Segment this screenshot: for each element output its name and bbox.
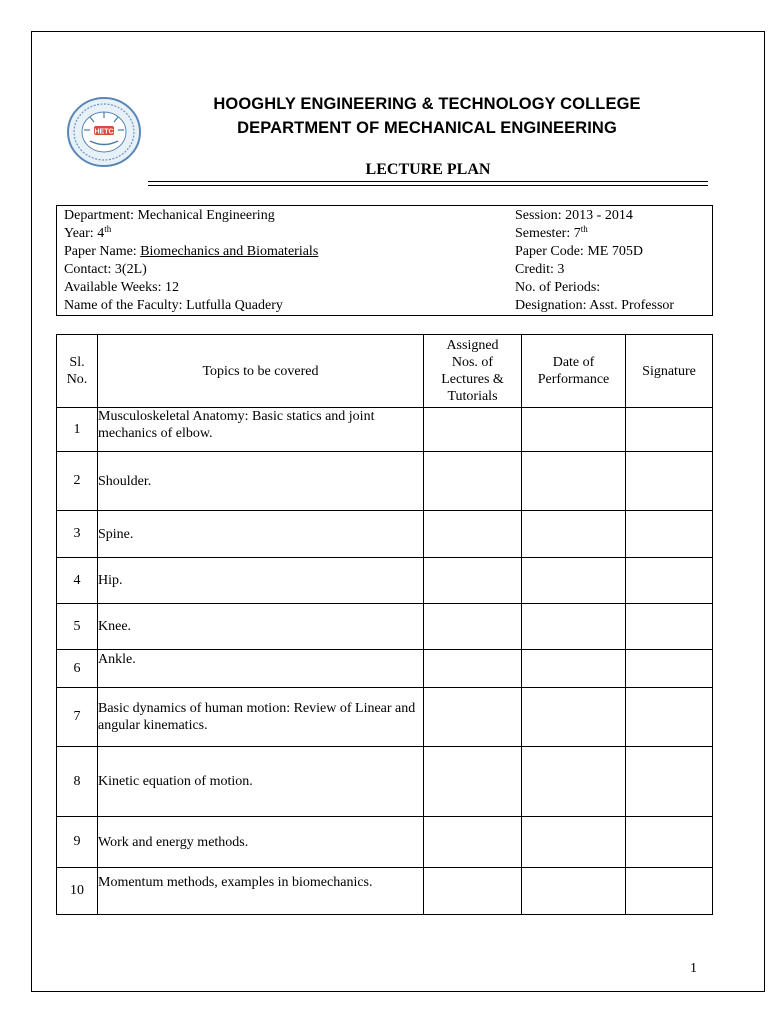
table-row bbox=[57, 408, 713, 452]
row-signature-cell bbox=[626, 558, 713, 604]
row-signature-cell bbox=[626, 452, 713, 511]
row-assigned-cell bbox=[424, 452, 522, 511]
row-signature-cell bbox=[626, 408, 713, 452]
row-date-cell bbox=[522, 868, 626, 915]
info-paper-name bbox=[64, 243, 318, 261]
table-row bbox=[57, 688, 713, 747]
row-topic: Knee. bbox=[98, 604, 424, 650]
row-sl: 10 bbox=[57, 868, 98, 915]
row-date-cell bbox=[522, 817, 626, 868]
info-faculty: Name of the Faculty: Lutfulla Quadery bbox=[64, 298, 283, 313]
row-topic: Kinetic equation of motion. bbox=[98, 747, 424, 817]
row-date-cell bbox=[522, 604, 626, 650]
row-date-cell bbox=[522, 558, 626, 604]
row-signature-cell bbox=[626, 511, 713, 558]
info-department: Department: Mechanical Engineering bbox=[64, 208, 275, 223]
header-topics: Topics to be covered bbox=[98, 335, 424, 408]
title-rule-top bbox=[148, 181, 708, 182]
table-row bbox=[57, 604, 713, 650]
info-year-suffix: th bbox=[104, 224, 112, 234]
row-signature-cell bbox=[626, 650, 713, 688]
info-paper-code: Paper Code: ME 705D bbox=[515, 244, 643, 259]
table-row bbox=[57, 558, 713, 604]
row-sl: 7 bbox=[57, 688, 98, 747]
row-topic: Work and energy methods. bbox=[98, 817, 424, 868]
row-assigned-cell bbox=[424, 688, 522, 747]
row-assigned-cell bbox=[424, 817, 522, 868]
row-assigned-cell bbox=[424, 408, 522, 452]
header-assigned-line2: Nos. of bbox=[451, 355, 494, 370]
row-topic: Spine. bbox=[98, 511, 424, 558]
header-date-line2: Performance bbox=[537, 372, 610, 387]
info-semester-suffix: th bbox=[580, 224, 588, 234]
info-periods: No. of Periods: bbox=[515, 280, 601, 295]
header-assigned-line3: Lectures & bbox=[441, 372, 504, 387]
row-date-cell bbox=[522, 688, 626, 747]
info-paper-name-label: Paper Name: bbox=[64, 244, 141, 259]
row-sl: 2 bbox=[57, 452, 98, 511]
table-row bbox=[57, 452, 713, 511]
page-number: 1 bbox=[690, 961, 697, 976]
row-date-cell bbox=[522, 511, 626, 558]
row-date-cell bbox=[522, 452, 626, 511]
header-assigned-line1: Assigned bbox=[446, 338, 499, 353]
header-sl-line1: Sl. bbox=[69, 355, 85, 370]
row-signature-cell bbox=[626, 688, 713, 747]
row-signature-cell bbox=[626, 747, 713, 817]
header-sl-line2: No. bbox=[66, 372, 88, 387]
info-credit: Credit: 3 bbox=[515, 262, 565, 277]
table-row bbox=[57, 817, 713, 868]
row-signature-cell bbox=[626, 868, 713, 915]
college-logo bbox=[66, 96, 142, 168]
header-assigned-line4: Tutorials bbox=[447, 389, 498, 404]
department-name: DEPARTMENT OF MECHANICAL ENGINEERING bbox=[237, 119, 617, 137]
table-row bbox=[57, 650, 713, 688]
info-contact: Contact: 3(2L) bbox=[64, 262, 147, 277]
row-topic: Musculoskeletal Anatomy: Basic statics and joint mechanics of elbow. bbox=[98, 408, 424, 452]
table-row bbox=[57, 868, 713, 915]
college-name: HOOGHLY ENGINEERING & TECHNOLOGY COLLEGE bbox=[213, 95, 641, 113]
header-sl-no bbox=[57, 335, 98, 408]
logo-text: HETC bbox=[94, 128, 114, 136]
header-date-line1: Date of bbox=[552, 355, 595, 370]
header-signature: Signature bbox=[626, 335, 713, 408]
row-sl: 6 bbox=[57, 650, 98, 688]
info-available-weeks: Available Weeks: 12 bbox=[64, 280, 179, 295]
info-semester bbox=[515, 225, 588, 243]
info-designation: Designation: Asst. Professor bbox=[515, 298, 675, 313]
row-signature-cell bbox=[626, 604, 713, 650]
row-date-cell bbox=[522, 747, 626, 817]
table-row bbox=[57, 511, 713, 558]
row-date-cell bbox=[522, 650, 626, 688]
row-assigned-cell bbox=[424, 650, 522, 688]
row-assigned-cell bbox=[424, 604, 522, 650]
row-topic: Hip. bbox=[98, 558, 424, 604]
info-year-value: Year: 4 bbox=[64, 226, 105, 241]
info-paper-name-value: Biomechanics and Biomaterials bbox=[140, 244, 319, 259]
course-info-box bbox=[56, 205, 713, 316]
row-signature-cell bbox=[626, 817, 713, 868]
row-sl: 9 bbox=[57, 817, 98, 868]
header-date bbox=[522, 335, 626, 408]
document-title: LECTURE PLAN bbox=[365, 161, 491, 178]
table-row bbox=[57, 747, 713, 817]
row-sl: 1 bbox=[57, 408, 98, 452]
row-date-cell bbox=[522, 408, 626, 452]
info-session: Session: 2013 - 2014 bbox=[515, 208, 633, 223]
lecture-plan-table bbox=[56, 334, 713, 915]
table-header-row bbox=[57, 335, 713, 408]
info-semester-value: Semester: 7 bbox=[515, 226, 581, 241]
info-year bbox=[64, 225, 111, 243]
row-topic: Shoulder. bbox=[98, 452, 424, 511]
row-sl: 8 bbox=[57, 747, 98, 817]
row-sl: 5 bbox=[57, 604, 98, 650]
row-topic: Momentum methods, examples in biomechanics. bbox=[98, 868, 424, 915]
row-topic: Ankle. bbox=[98, 650, 424, 688]
row-assigned-cell bbox=[424, 511, 522, 558]
row-assigned-cell bbox=[424, 558, 522, 604]
row-assigned-cell bbox=[424, 747, 522, 817]
row-assigned-cell bbox=[424, 868, 522, 915]
header-assigned bbox=[424, 335, 522, 408]
row-sl: 4 bbox=[57, 558, 98, 604]
row-sl: 3 bbox=[57, 511, 98, 558]
title-rule-bottom bbox=[148, 185, 708, 186]
row-topic: Basic dynamics of human motion: Review of Linear and angular kinematics. bbox=[98, 688, 424, 747]
